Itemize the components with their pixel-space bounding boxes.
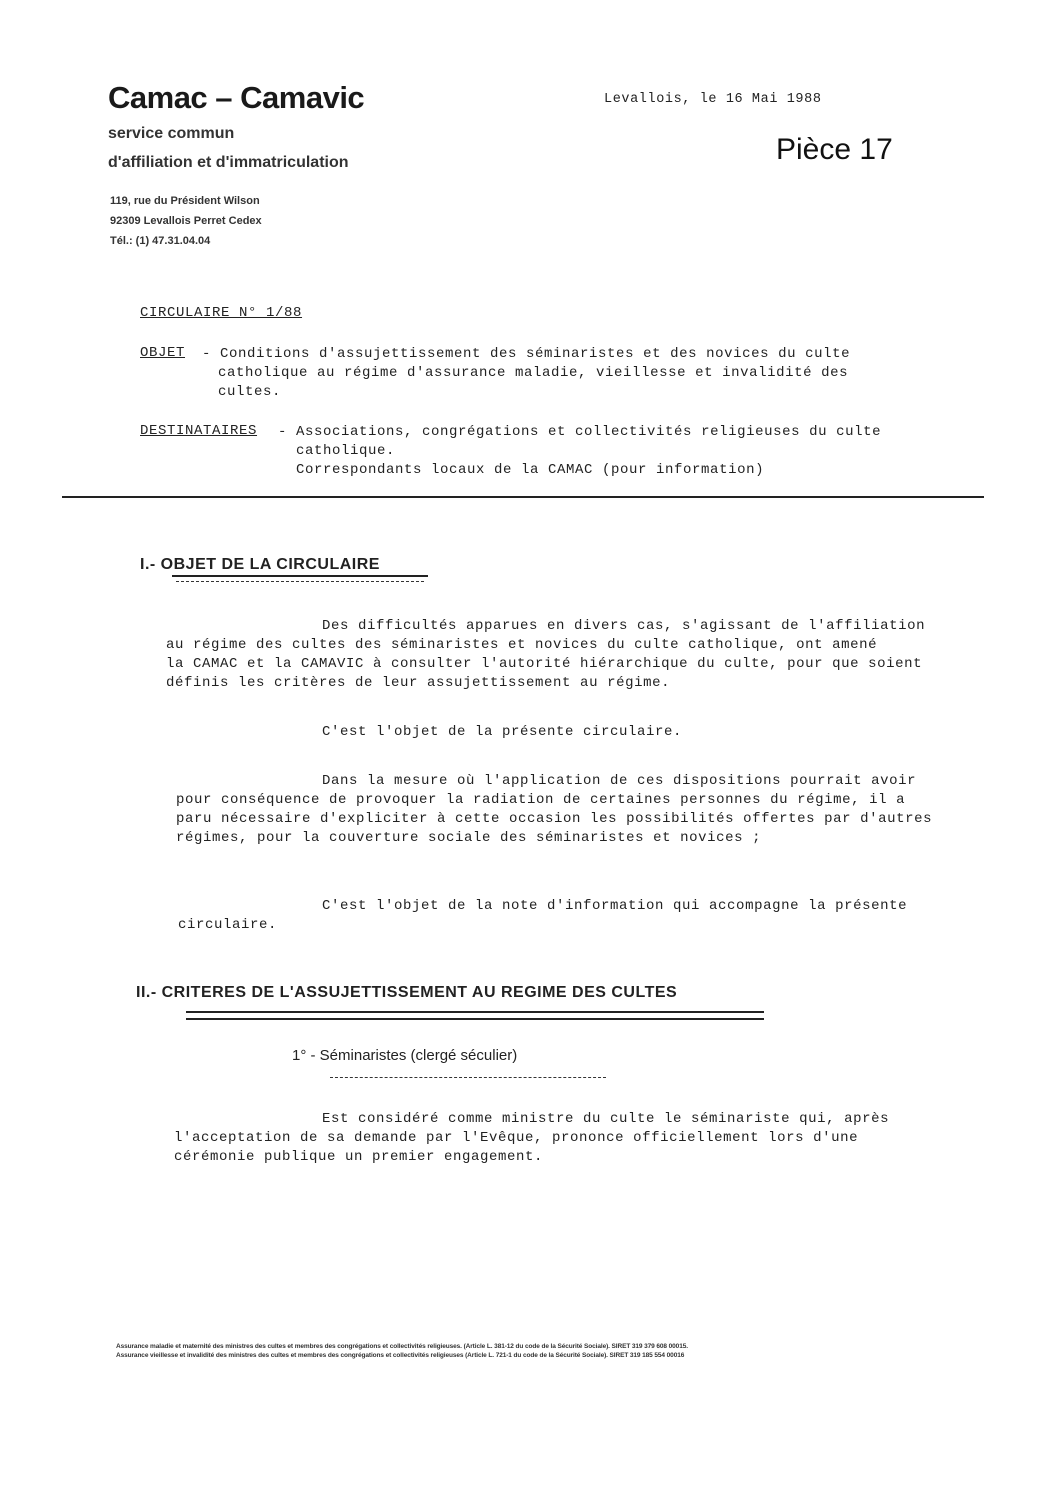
- s1-p3-line-1: Dans la mesure où l'application de ces dispositions pourrait avoir: [322, 773, 917, 789]
- s1-p1-line-4: définis les critères de leur assujettissement au régime.: [166, 675, 671, 691]
- objet-line-2: catholique au régime d'assurance maladie, vieillesse et invalidité des: [218, 365, 849, 381]
- destinataires-label: DESTINATAIRES: [140, 423, 258, 439]
- objet-label: OBJET: [140, 345, 186, 361]
- s1-p1-line-3: la CAMAC et la CAMAVIC à consulter l'autorité hiérarchique du culte, pour que soient: [166, 656, 923, 672]
- s1-p1-line-2: au régime des cultes des séminaristes et novices du culte catholique, ont amené: [166, 637, 878, 653]
- section-2-underline-1: [186, 1011, 764, 1013]
- address-line-2: 92309 Levallois Perret Cedex: [110, 215, 262, 227]
- destinataires-line-2: catholique.: [296, 443, 396, 459]
- section-2-title: II.- CRITERES DE L'ASSUJETTISSEMENT AU REGIME DES CULTES: [136, 984, 678, 1001]
- organization-logo: Camac – Camavic: [108, 80, 365, 115]
- organization-subtitle-2: d'affiliation et d'immatriculation: [108, 154, 349, 171]
- footer-line-2: Assurance vieillesse et invalidité des ministres des cultes et membres des congrégations et collectivités religieuses (Article L. 721-1 du code de la Sécurité Sociale). SIRET 319 185 554 00016: [116, 1352, 685, 1359]
- objet-line-1: - Conditions d'assujettissement des séminaristes et des novices du culte: [202, 346, 851, 362]
- section-1-underline: [172, 575, 428, 577]
- s1-p3-line-4: régimes, pour la couverture sociale des séminaristes et novices ;: [176, 830, 762, 846]
- section-2-underline-2: [186, 1018, 764, 1020]
- section-2-subtitle-underline: [330, 1077, 606, 1078]
- s1-p1-line-1: Des difficultés apparues en divers cas, s'agissant de l'affiliation: [322, 618, 926, 634]
- address-line-3: Tél.: (1) 47.31.04.04: [110, 235, 211, 247]
- objet-line-3: cultes.: [218, 384, 282, 400]
- destinataires-line-3: Correspondants locaux de la CAMAC (pour information): [296, 462, 765, 478]
- s1-p3-line-3: paru nécessaire d'expliciter à cette occasion les possibilités offertes par d'autres: [176, 811, 933, 827]
- section-2-subtitle: 1° - Séminaristes (clergé séculier): [292, 1047, 518, 1064]
- s1-p2: C'est l'objet de la présente circulaire.: [322, 724, 683, 740]
- header-divider: [62, 496, 984, 498]
- section-1-title: I.- OBJET DE LA CIRCULAIRE: [140, 556, 380, 573]
- letter-date: Levallois, le 16 Mai 1988: [604, 92, 822, 107]
- circular-number: CIRCULAIRE N° 1/88: [140, 305, 303, 321]
- address-line-1: 119, rue du Président Wilson: [110, 195, 260, 207]
- s1-p4-line-1: C'est l'objet de la note d'information qui accompagne la présente: [322, 898, 908, 914]
- s2-p1-line-3: cérémonie publique un premier engagement.: [174, 1149, 544, 1165]
- s1-p3-line-2: pour conséquence de provoquer la radiation de certaines personnes du régime, il a: [176, 792, 906, 808]
- piece-label: Pièce 17: [776, 133, 893, 166]
- s2-p1-line-1: Est considéré comme ministre du culte le séminariste qui, après: [322, 1111, 890, 1127]
- s1-p4-line-2: circulaire.: [178, 917, 278, 933]
- destinataires-line-1: - Associations, congrégations et collectivités religieuses du culte: [278, 424, 882, 440]
- organization-subtitle-1: service commun: [108, 125, 235, 142]
- section-1-underline-dashed: [176, 581, 424, 582]
- s2-p1-line-2: l'acceptation de sa demande par l'Evêque, prononce officiellement lors d'une: [174, 1130, 859, 1146]
- footer-line-1: Assurance maladie et maternité des ministres des cultes et membres des congrégations et collectivités religieuses. (Article L. 381-12 du code de la Sécurité Sociale). SIRET 319 379 608 00015.: [116, 1343, 688, 1350]
